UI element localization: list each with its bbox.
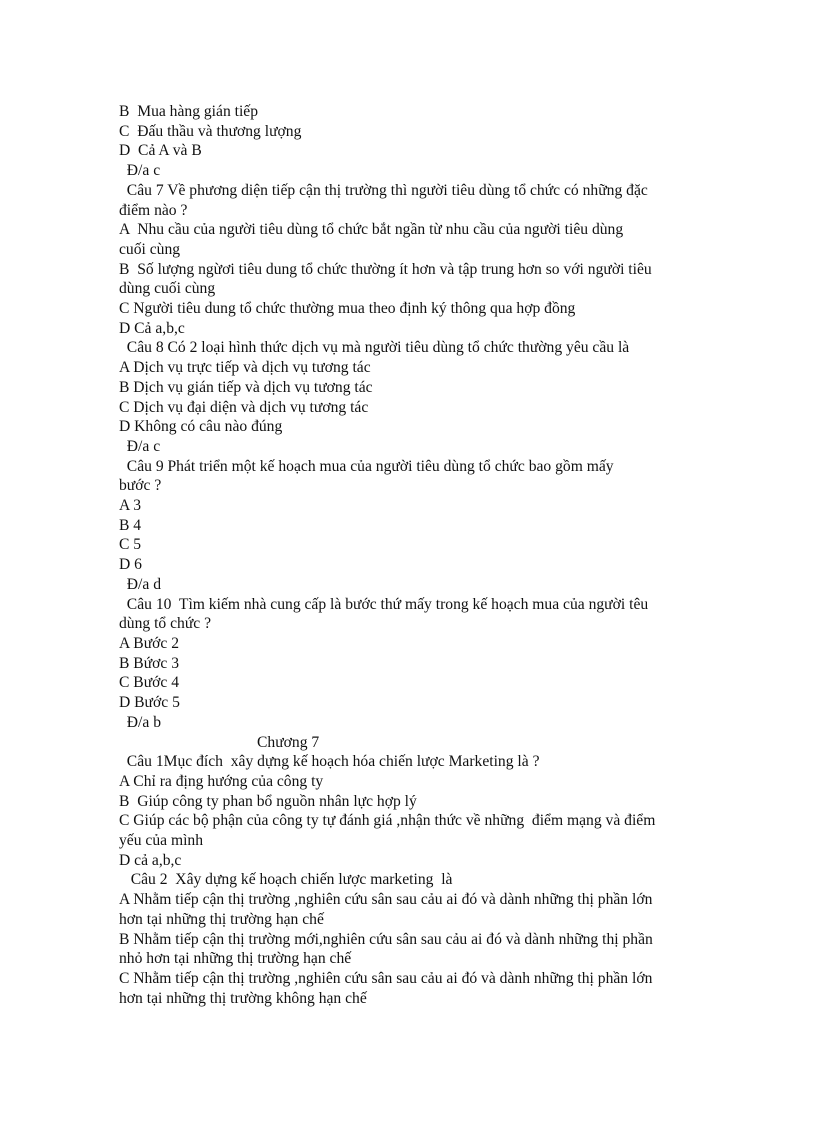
ch7-option-a-q2-cont: hơn tại những thị trường hạn chế [119,910,324,928]
question-9: Câu 9 Phát triển một kế hoạch mua của người tiêu dùng tổ chức bao gồm mấy [119,457,614,475]
ch7-option-c-q2-cont: hơn tại những thị trường không hạn chế [119,989,367,1007]
option-d-q10: D Bước 5 [119,694,180,712]
option-b-q8: B Dịch vụ gián tiếp và dịch vụ tương tác [119,378,373,396]
option-a-q8: A Dịch vụ trực tiếp và dịch vụ tương tác [119,359,371,377]
document-page [119,102,719,1008]
option-b-q9: B 4 [119,516,142,534]
ch7-option-c-q2: C Nhằm tiếp cận thị trường ,nghiên cứu sân sau cảu ai đó và dành những thị phần lớn [119,969,653,987]
question-8: Câu 8 Có 2 loại hình thức dịch vụ mà người tiêu dùng tổ chức thường yêu cầu là [119,339,630,357]
option-c-q7: C Người tiêu dung tổ chức thường mua theo định ký thông qua hợp đồng [119,300,576,318]
option-a-q7-cont: cuối cùng [119,240,181,258]
ch7-option-d-q1: D cả a,b,c [119,851,182,869]
chapter-heading: Chương 7 [257,733,320,751]
section-chapter-6-questions [119,102,719,733]
answer-q6: Đ/a c [119,162,161,180]
option-a-q7: A Nhu cầu của người tiêu dùng tổ chức bắt ngần từ nhu cầu của người tiêu dùng [119,221,624,239]
section-chapter-7-questions [119,752,719,1008]
option-d-q7: D Cả a,b,c [119,319,185,337]
option-a-q9: A 3 [119,497,142,515]
ch7-option-c-q1: C Giúp các bộ phận của công ty tự đánh giá ,nhận thức về những điểm mạng và điểm [119,812,656,830]
option-b-q7-cont: dùng cuối cùng [119,280,216,298]
option-b-q10: B Bứơc 3 [119,654,180,672]
ch7-option-c-q1-cont: yếu của mình [119,832,204,850]
question-10: Câu 10 Tìm kiếm nhà cung cấp là bước thứ mấy trong kế hoạch mua của người têu [119,595,649,613]
ch7-option-b-q2-cont: nhỏ hơn tại những thị trường hạn chế [119,950,352,968]
ch7-question-2: Câu 2 Xây dựng kế hoạch chiến lược marketing là [119,871,453,889]
question-7-cont: điểm nào ? [119,201,188,219]
option-d-q9: D 6 [119,556,142,574]
option-c-q6: C Đấu thầu và thương lượng [119,122,302,140]
ch7-option-b-q2: B Nhằm tiếp cận thị trường mới,nghiên cứu sân sau cảu ai đó và dành những thị phần [119,930,653,948]
answer-q9: Đ/a d [119,575,162,593]
question-9-cont: bước ? [119,477,162,495]
option-b-q6: B Mua hàng gián tiếp [119,103,259,120]
option-b-q7: B Số lượng ngừơi tiêu dung tổ chức thường ít hơn và tập trung hơn so với người tiêu [119,260,652,278]
option-c-q9: C 5 [119,536,142,554]
option-c-q8: C Dịch vụ đại diện và dịch vụ tương tác [119,398,369,416]
question-7: Câu 7 Về phương diện tiếp cận thị trường thì người tiêu dùng tổ chức có những đặc [119,181,648,199]
question-10-cont: dùng tổ chức ? [119,615,212,633]
ch7-option-b-q1: B Giúp công ty phan bổ nguồn nhân lực hợp lý [119,792,417,810]
option-a-q10: A Bước 2 [119,634,180,652]
option-d-q8: D Không có câu nào đúng [119,418,283,436]
option-d-q6: D Cả A và B [119,142,202,160]
ch7-option-a-q2: A Nhằm tiếp cận thị trường ,nghiên cứu sân sau cảu ai đó và dành những thị phần lớn [119,891,653,909]
ch7-question-1: Câu 1Mục đích xây dựng kế hoạch hóa chiến lược Marketing là ? [119,753,540,771]
ch7-option-a-q1: A Chỉ ra địng hướng của công ty [119,772,324,790]
answer-q10: Đ/a b [119,713,162,731]
option-c-q10: C Bước 4 [119,674,180,692]
answer-q8: Đ/a c [119,437,161,455]
